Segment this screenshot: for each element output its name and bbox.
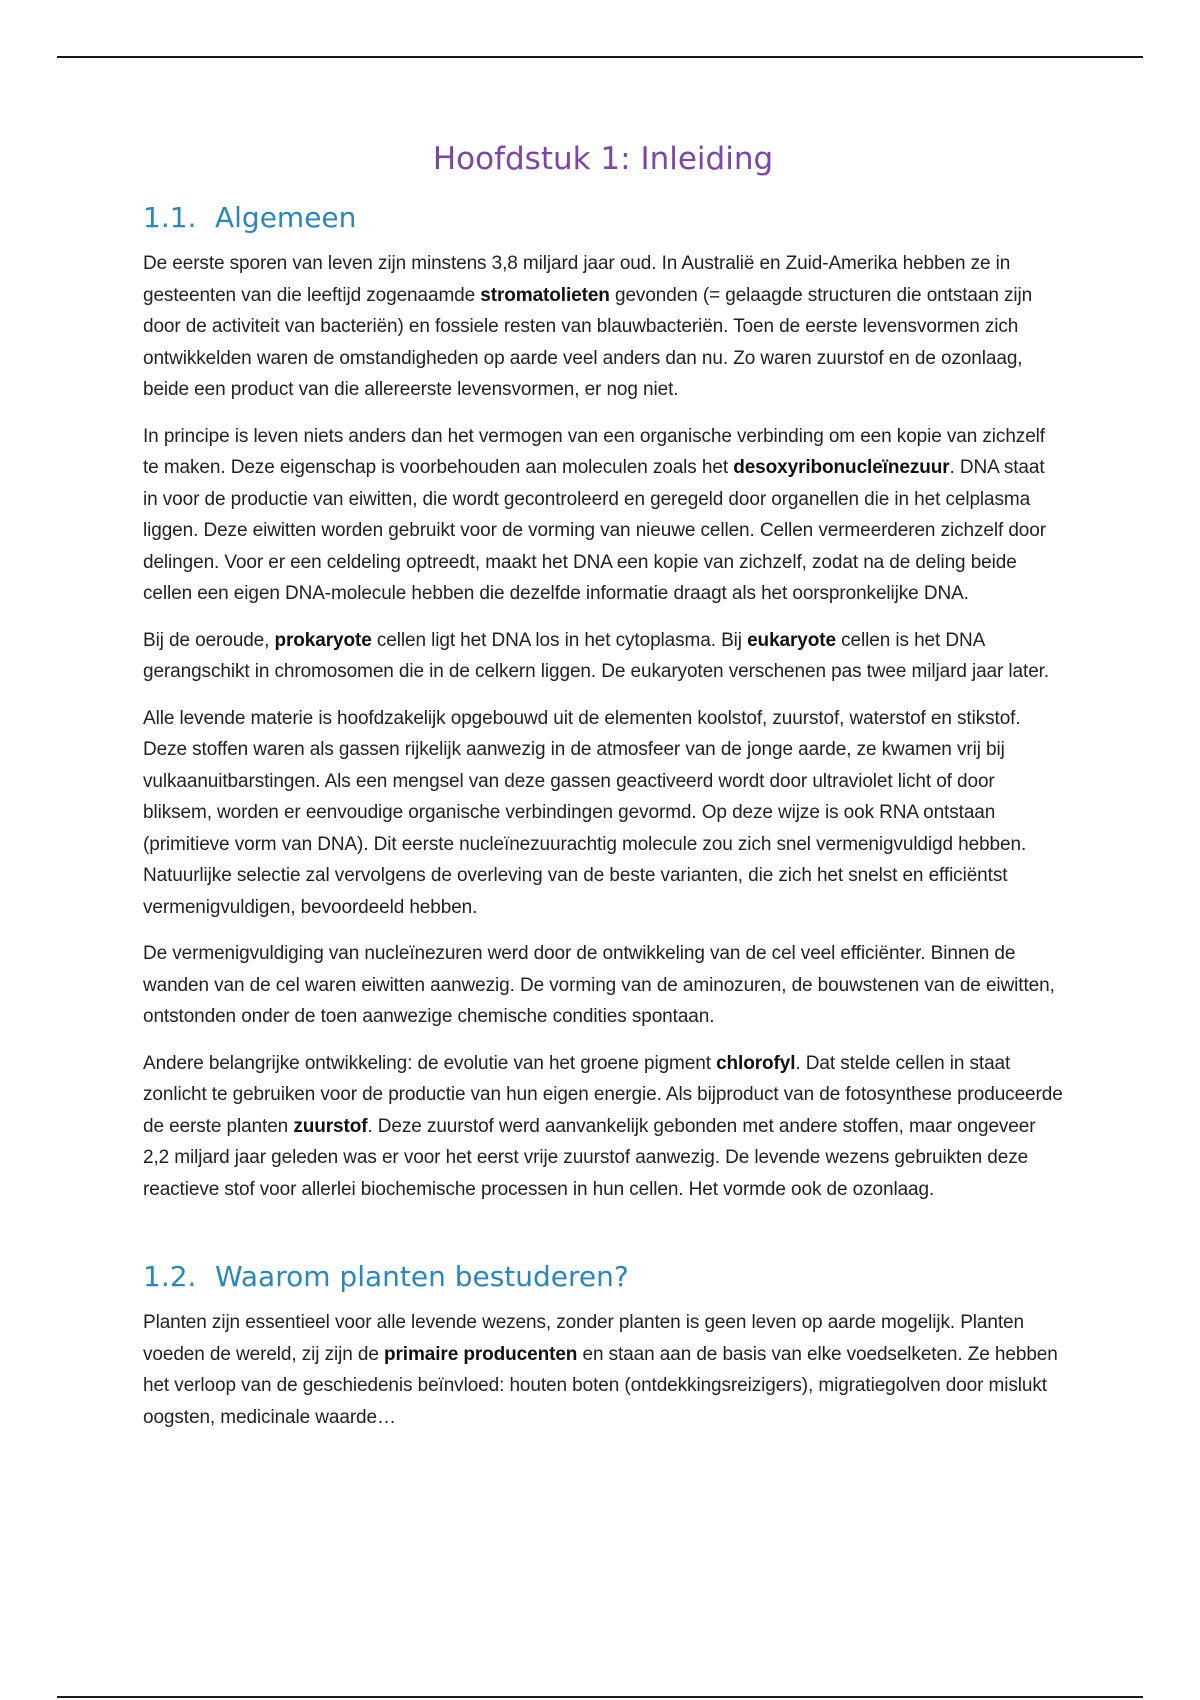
- section-title: Waarom planten bestuderen?: [215, 1260, 629, 1293]
- text-run: Alle levende materie is hoofdzakelijk opgebouwd uit de elementen koolstof, zuurstof, waterstof en stikstof. Deze stoffen waren als gassen rijkelijk aanwezig in de atmosfeer van de jonge aarde, ze kwamen vrij bij vulkaanuitbarstingen. Als een mengsel van deze gassen geactiveerd wordt door ultraviolet licht of door bliksem, worden er eenvoudige organische verbindingen gevormd. Op deze wijze is ook RNA ontstaan (primitieve vorm van DNA). Dit eerste nucleïnezuurachtig molecule zou zich snel vermenigvuldigd hebben. Natuurlijke selectie zal vervolgens de overleving van de beste varianten, die zich het snelst en efficiëntst vermenigvuldigen, bevoordeeld hebben.: [143, 707, 1027, 918]
- bold-term: primaire producenten: [383, 1343, 578, 1365]
- bold-term: chlorofyl: [716, 1052, 796, 1074]
- text-run: en staan aan de basis van elke voedselketen. Ze hebben het verloop van de geschiedenis beïnvloed: houten boten (ontdekkingsreizigers), migratiegolven door mislukt oogsten, medicinale waarde…: [143, 1343, 1058, 1428]
- footer-rule: [57, 1696, 1143, 1698]
- text-run: gevonden (= gelaagde structuren die ontstaan zijn door de activiteit van bacteriën) en fossiele resten van blauwbacteriën. Toen de eerste levensvormen zich ontwikkelden waren de omstandigheden op aarde veel anders dan nu. Zo waren zuurstof en de ozonlaag, beide een product van die allereerste levensvormen, er nog niet.: [143, 284, 1033, 400]
- text-run: De vermenigvuldiging van nucleïnezuren werd door de ontwikkeling van de cel veel efficiënter. Binnen de wanden van de cel waren eiwitten aanwezig. De vorming van de aminozuren, de bouwstenen van de eiwitten, ontstonden onder de toen aanwezige chemische condities spontaan.: [143, 943, 1055, 1027]
- bold-term: eukaryote: [747, 629, 836, 651]
- paragraph: [143, 703, 1063, 924]
- paragraph: [143, 421, 1063, 610]
- paragraph: [143, 248, 1063, 406]
- text-run: Andere belangrijke ontwikkeling: de evolutie van het groene pigment: [143, 1052, 717, 1074]
- paragraph: [143, 1048, 1063, 1206]
- text-run: . DNA staat in voor de productie van eiwitten, die wordt gecontroleerd en geregeld door organellen die in het celplasma liggen. Deze eiwitten worden gebruikt voor de vorming van nieuwe cellen. Cellen vermeerderen zichzelf door delingen. Voor er een celdeling optreedt, maakt het DNA een kopie van zichzelf, zodat na de deling beide cellen een eigen DNA-molecule hebben die dezelfde informatie draagt als het oorspronkelijke DNA.: [143, 457, 1046, 604]
- text-run: cellen is het DNA gerangschikt in chromosomen die in de celkern liggen. De eukaryoten verschenen pas twee miljard jaar later.: [143, 629, 1050, 682]
- paragraph: [143, 1307, 1063, 1433]
- text-run: In principe is leven niets anders dan het vermogen van een organische verbinding om een kopie van zichzelf te maken. Deze eigenschap is voorbehouden aan moleculen zoals het: [143, 425, 1045, 478]
- text-run: cellen ligt het DNA los in het cytoplasma. Bij: [371, 629, 748, 651]
- section-number: 1.1.: [143, 201, 197, 234]
- paragraph: [143, 625, 1063, 688]
- text-run: Bij de oeroude,: [143, 629, 275, 651]
- section-body-algemeen: [143, 248, 1063, 1205]
- paragraph: [143, 938, 1063, 1033]
- bold-term: zuurstof: [293, 1115, 368, 1137]
- chapter-title: Hoofdstuk 1: Inleiding: [432, 141, 774, 177]
- text-run: . Dat stelde cellen in staat zonlicht te gebruiken voor de productie van hun eigen energie. Als bijproduct van de fotosynthese produceerde de eerste planten: [143, 1052, 1063, 1137]
- text-run: De eerste sporen van leven zijn minstens 3,8 miljard jaar oud. In Australië en Zuid-Amerika hebben ze in gesteenten van die leeftijd zogenaamde: [143, 253, 1011, 306]
- bold-term: prokaryote: [274, 629, 372, 651]
- section-heading-algemeen: [143, 198, 1063, 238]
- section-heading-waarom-planten: [143, 1257, 1063, 1297]
- section-title: Algemeen: [215, 201, 357, 234]
- section-body-waarom-planten: [143, 1307, 1063, 1433]
- bold-term: stromatolieten: [480, 284, 610, 306]
- section-number: 1.2.: [143, 1260, 197, 1293]
- text-run: Planten zijn essentieel voor alle levende wezens, zonder planten is geen leven op aarde mogelijk. Planten voeden de wereld, zij zijn de: [143, 1312, 1024, 1365]
- document-body: [143, 136, 1063, 1448]
- text-run: . Deze zuurstof werd aanvankelijk gebonden met andere stoffen, maar ongeveer 2,2 miljard jaar geleden was er voor het eerst vrije zuurstof aanwezig. De levende wezens gebruikten deze reactieve stof voor allerlei biochemische processen in hun cellen. Het vormde ook de ozonlaag.: [143, 1115, 1036, 1200]
- bold-term: desoxyribonucleïnezuur: [733, 457, 950, 478]
- header-rule: [57, 56, 1143, 58]
